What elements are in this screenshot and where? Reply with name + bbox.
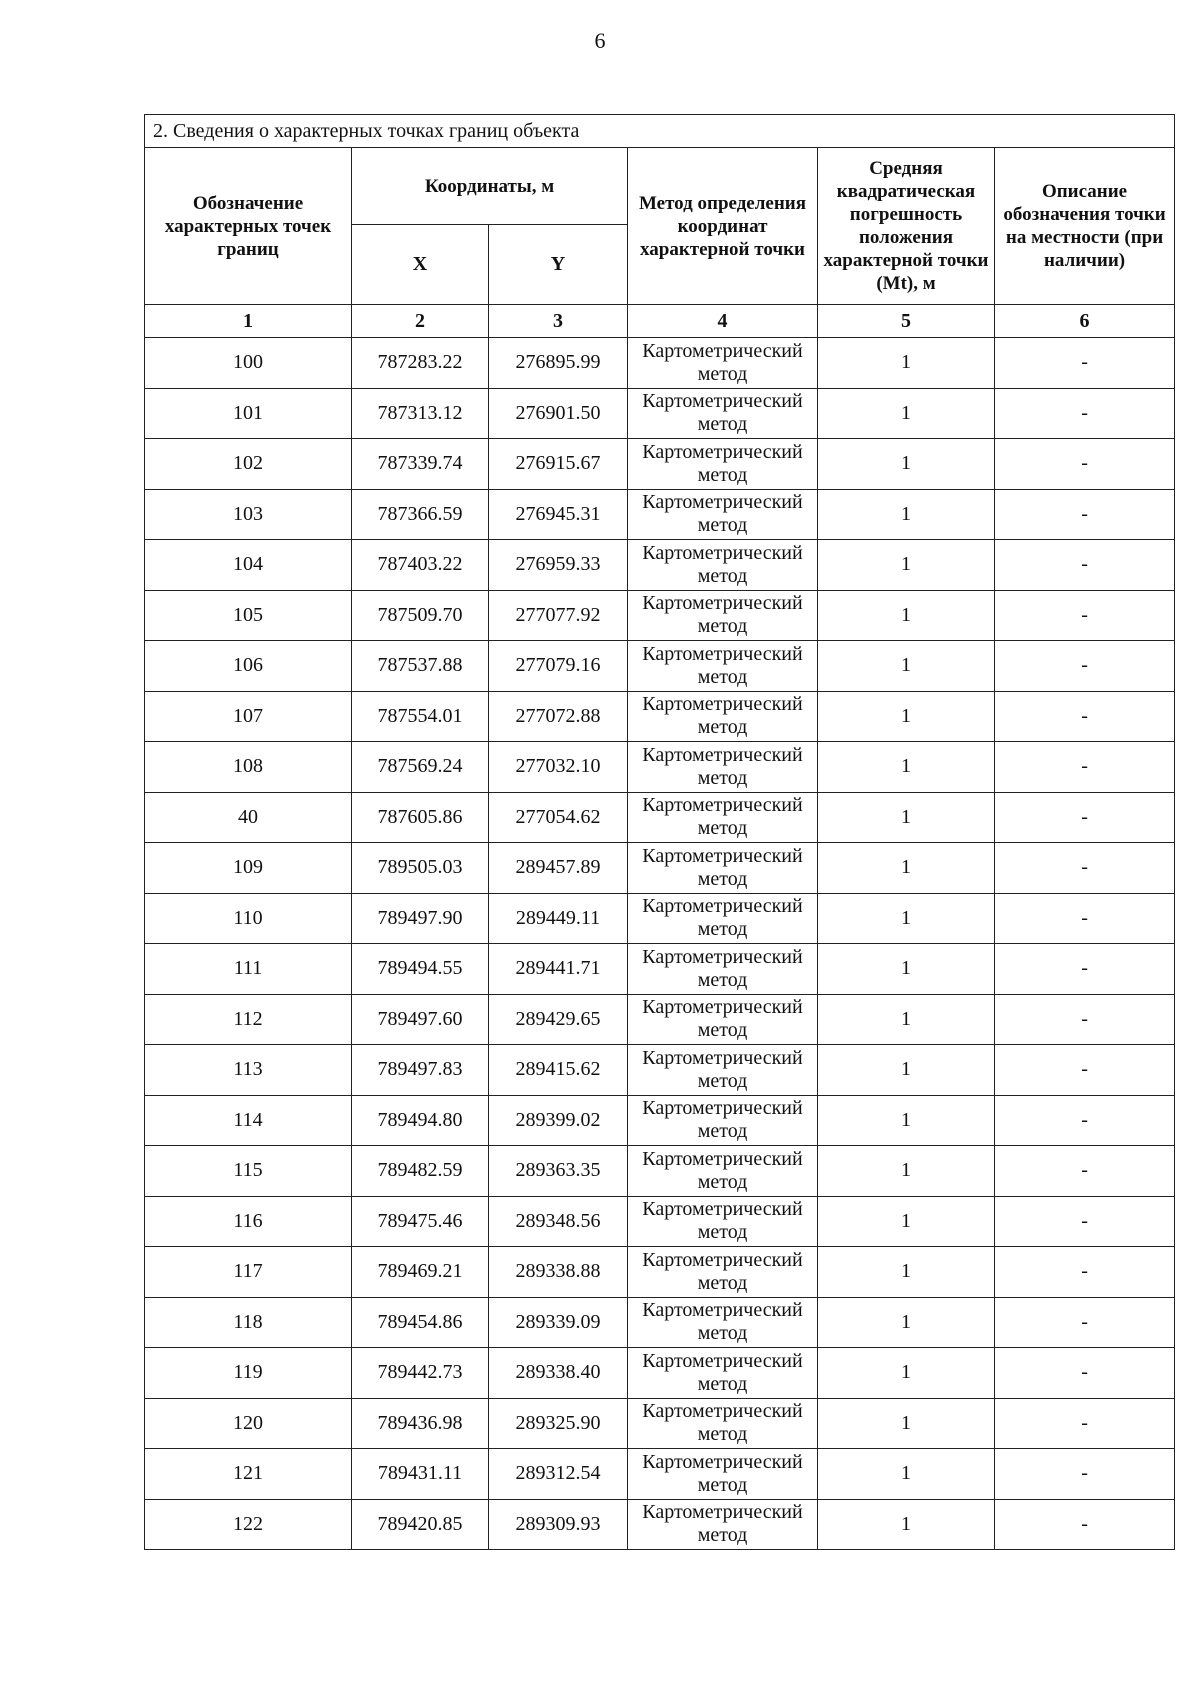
cell-point-id: 119 — [145, 1348, 352, 1399]
cell-x: 789431.11 — [352, 1449, 489, 1500]
cell-y: 289441.71 — [489, 944, 628, 995]
header-y: Y — [489, 225, 628, 305]
table-row — [145, 893, 1175, 944]
cell-mt: 1 — [818, 338, 995, 389]
cell-x: 789442.73 — [352, 1348, 489, 1399]
cell-description: - — [995, 1196, 1175, 1247]
cell-description: - — [995, 691, 1175, 742]
cell-x: 787403.22 — [352, 540, 489, 591]
cell-point-id: 111 — [145, 944, 352, 995]
cell-y: 289457.89 — [489, 843, 628, 894]
table-row — [145, 843, 1175, 894]
cell-x: 789494.55 — [352, 944, 489, 995]
column-number: 5 — [818, 305, 995, 338]
cell-y: 289363.35 — [489, 1146, 628, 1197]
cell-x: 789436.98 — [352, 1398, 489, 1449]
header-error: Средняя квадратическая погрешность положения характерной точки (Mt), м — [818, 148, 995, 305]
cell-description: - — [995, 1095, 1175, 1146]
cell-mt: 1 — [818, 1449, 995, 1500]
cell-point-id: 40 — [145, 792, 352, 843]
table-row — [145, 439, 1175, 490]
table-row — [145, 1398, 1175, 1449]
cell-method: Картометрический метод — [628, 691, 818, 742]
cell-point-id: 107 — [145, 691, 352, 742]
cell-point-id: 113 — [145, 1045, 352, 1096]
cell-point-id: 120 — [145, 1398, 352, 1449]
cell-x: 787283.22 — [352, 338, 489, 389]
cell-point-id: 110 — [145, 893, 352, 944]
cell-point-id: 103 — [145, 489, 352, 540]
cell-description: - — [995, 338, 1175, 389]
table-row — [145, 1247, 1175, 1298]
cell-y: 289338.88 — [489, 1247, 628, 1298]
header-description: Описание обозначения точки на местности (при наличии) — [995, 148, 1175, 305]
cell-x: 787509.70 — [352, 590, 489, 641]
cell-mt: 1 — [818, 1196, 995, 1247]
table-row — [145, 792, 1175, 843]
cell-description: - — [995, 1045, 1175, 1096]
cell-x: 789497.60 — [352, 994, 489, 1045]
cell-point-id: 112 — [145, 994, 352, 1045]
cell-method: Картометрический метод — [628, 792, 818, 843]
table-row — [145, 540, 1175, 591]
cell-method: Картометрический метод — [628, 843, 818, 894]
cell-mt: 1 — [818, 540, 995, 591]
cell-point-id: 105 — [145, 590, 352, 641]
cell-y: 277079.16 — [489, 641, 628, 692]
cell-y: 289338.40 — [489, 1348, 628, 1399]
cell-point-id: 116 — [145, 1196, 352, 1247]
cell-description: - — [995, 893, 1175, 944]
cell-method: Картометрический метод — [628, 1196, 818, 1247]
table-row — [145, 1348, 1175, 1399]
header-designation: Обозначение характерных точек границ — [145, 148, 352, 305]
cell-x: 789420.85 — [352, 1499, 489, 1550]
cell-mt: 1 — [818, 843, 995, 894]
cell-y: 289449.11 — [489, 893, 628, 944]
cell-point-id: 102 — [145, 439, 352, 490]
cell-method: Картометрический метод — [628, 388, 818, 439]
cell-x: 789454.86 — [352, 1297, 489, 1348]
cell-mt: 1 — [818, 1095, 995, 1146]
cell-y: 289339.09 — [489, 1297, 628, 1348]
cell-description: - — [995, 1499, 1175, 1550]
table-row — [145, 1095, 1175, 1146]
cell-description: - — [995, 1449, 1175, 1500]
cell-y: 277072.88 — [489, 691, 628, 742]
cell-mt: 1 — [818, 1297, 995, 1348]
table-row — [145, 338, 1175, 389]
cell-mt: 1 — [818, 1247, 995, 1298]
cell-y: 289399.02 — [489, 1095, 628, 1146]
boundary-points-table — [144, 114, 1175, 1550]
cell-mt: 1 — [818, 388, 995, 439]
cell-x: 789497.90 — [352, 893, 489, 944]
cell-description: - — [995, 1146, 1175, 1197]
cell-x: 787339.74 — [352, 439, 489, 490]
cell-description: - — [995, 540, 1175, 591]
section-title: 2. Сведения о характерных точках границ объекта — [145, 115, 1175, 148]
cell-mt: 1 — [818, 1398, 995, 1449]
cell-point-id: 121 — [145, 1449, 352, 1500]
cell-point-id: 109 — [145, 843, 352, 894]
cell-description: - — [995, 994, 1175, 1045]
cell-point-id: 122 — [145, 1499, 352, 1550]
table-row — [145, 691, 1175, 742]
header-x: X — [352, 225, 489, 305]
cell-mt: 1 — [818, 994, 995, 1045]
table-body — [145, 338, 1175, 1550]
cell-mt: 1 — [818, 742, 995, 793]
cell-point-id: 104 — [145, 540, 352, 591]
table-row — [145, 489, 1175, 540]
cell-mt: 1 — [818, 439, 995, 490]
cell-x: 789469.21 — [352, 1247, 489, 1298]
cell-y: 277054.62 — [489, 792, 628, 843]
cell-x: 789505.03 — [352, 843, 489, 894]
page-number: 6 — [594, 28, 606, 53]
table-row — [145, 1146, 1175, 1197]
column-number: 1 — [145, 305, 352, 338]
cell-description: - — [995, 489, 1175, 540]
cell-point-id: 115 — [145, 1146, 352, 1197]
cell-method: Картометрический метод — [628, 1348, 818, 1399]
cell-y: 277032.10 — [489, 742, 628, 793]
cell-point-id: 114 — [145, 1095, 352, 1146]
cell-method: Картометрический метод — [628, 944, 818, 995]
cell-y: 289312.54 — [489, 1449, 628, 1500]
cell-mt: 1 — [818, 641, 995, 692]
cell-y: 289429.65 — [489, 994, 628, 1045]
cell-point-id: 101 — [145, 388, 352, 439]
cell-method: Картометрический метод — [628, 1297, 818, 1348]
cell-y: 276895.99 — [489, 338, 628, 389]
cell-x: 789494.80 — [352, 1095, 489, 1146]
cell-method: Картометрический метод — [628, 994, 818, 1045]
cell-method: Картометрический метод — [628, 489, 818, 540]
table-row — [145, 1499, 1175, 1550]
cell-x: 787605.86 — [352, 792, 489, 843]
cell-mt: 1 — [818, 1146, 995, 1197]
cell-y: 276959.33 — [489, 540, 628, 591]
cell-point-id: 106 — [145, 641, 352, 692]
cell-mt: 1 — [818, 944, 995, 995]
cell-description: - — [995, 641, 1175, 692]
column-number: 6 — [995, 305, 1175, 338]
cell-x: 787554.01 — [352, 691, 489, 742]
cell-method: Картометрический метод — [628, 1247, 818, 1298]
cell-point-id: 100 — [145, 338, 352, 389]
cell-method: Картометрический метод — [628, 590, 818, 641]
table-row — [145, 1449, 1175, 1500]
cell-y: 277077.92 — [489, 590, 628, 641]
cell-y: 276945.31 — [489, 489, 628, 540]
cell-description: - — [995, 742, 1175, 793]
cell-method: Картометрический метод — [628, 893, 818, 944]
cell-description: - — [995, 944, 1175, 995]
cell-method: Картометрический метод — [628, 641, 818, 692]
cell-method: Картометрический метод — [628, 1499, 818, 1550]
cell-description: - — [995, 1247, 1175, 1298]
cell-description: - — [995, 590, 1175, 641]
cell-description: - — [995, 1348, 1175, 1399]
cell-method: Картометрический метод — [628, 1095, 818, 1146]
cell-description: - — [995, 843, 1175, 894]
table-row — [145, 1045, 1175, 1096]
table-row — [145, 388, 1175, 439]
cell-x: 789497.83 — [352, 1045, 489, 1096]
cell-description: - — [995, 792, 1175, 843]
cell-mt: 1 — [818, 1499, 995, 1550]
cell-y: 289309.93 — [489, 1499, 628, 1550]
cell-y: 276901.50 — [489, 388, 628, 439]
cell-point-id: 108 — [145, 742, 352, 793]
cell-method: Картометрический метод — [628, 338, 818, 389]
cell-method: Картометрический метод — [628, 1045, 818, 1096]
cell-mt: 1 — [818, 893, 995, 944]
cell-point-id: 117 — [145, 1247, 352, 1298]
cell-x: 789475.46 — [352, 1196, 489, 1247]
table-row — [145, 641, 1175, 692]
cell-method: Картометрический метод — [628, 1146, 818, 1197]
cell-method: Картометрический метод — [628, 742, 818, 793]
header-coordinates: Координаты, м — [352, 148, 628, 225]
cell-description: - — [995, 1398, 1175, 1449]
cell-method: Картометрический метод — [628, 1449, 818, 1500]
cell-description: - — [995, 1297, 1175, 1348]
table-row — [145, 1297, 1175, 1348]
column-number: 3 — [489, 305, 628, 338]
cell-mt: 1 — [818, 1348, 995, 1399]
table-row — [145, 590, 1175, 641]
cell-mt: 1 — [818, 691, 995, 742]
cell-description: - — [995, 388, 1175, 439]
column-numbers-row — [145, 305, 1175, 338]
cell-method: Картометрический метод — [628, 439, 818, 490]
cell-y: 289415.62 — [489, 1045, 628, 1096]
cell-x: 789482.59 — [352, 1146, 489, 1197]
cell-y: 289348.56 — [489, 1196, 628, 1247]
cell-x: 787537.88 — [352, 641, 489, 692]
table-row — [145, 742, 1175, 793]
cell-x: 787366.59 — [352, 489, 489, 540]
cell-y: 276915.67 — [489, 439, 628, 490]
header-method: Метод определения координат характерной точки — [628, 148, 818, 305]
cell-method: Картометрический метод — [628, 540, 818, 591]
cell-x: 787569.24 — [352, 742, 489, 793]
column-number: 2 — [352, 305, 489, 338]
cell-method: Картометрический метод — [628, 1398, 818, 1449]
cell-mt: 1 — [818, 1045, 995, 1096]
cell-mt: 1 — [818, 489, 995, 540]
cell-mt: 1 — [818, 792, 995, 843]
cell-description: - — [995, 439, 1175, 490]
table-row — [145, 1196, 1175, 1247]
table-row — [145, 944, 1175, 995]
cell-x: 787313.12 — [352, 388, 489, 439]
cell-y: 289325.90 — [489, 1398, 628, 1449]
cell-point-id: 118 — [145, 1297, 352, 1348]
cell-mt: 1 — [818, 590, 995, 641]
table-row — [145, 994, 1175, 1045]
column-number: 4 — [628, 305, 818, 338]
